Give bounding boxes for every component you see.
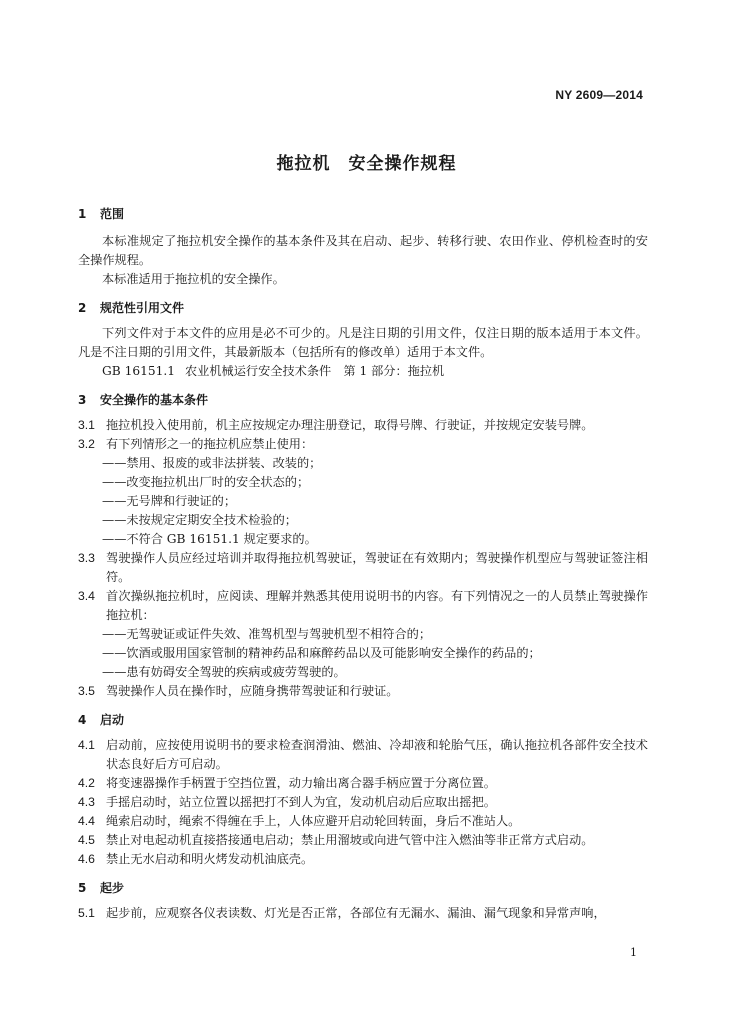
list-item: ——未按规定定期安全技术检验的； [102,513,297,527]
list-item: ——饮酒或服用国家管制的精神药品和麻醉药品以及可能影响安全操作的药品的； [102,646,541,660]
reference-title: 农业机械运行安全技术条件 第 1 部分：拖拉机 [184,364,445,378]
clause-number: 4.3 [78,795,95,809]
paragraph: 本标准适用于拖拉机的安全操作。 [102,272,285,286]
list-item: ——无号牌和行驶证的； [102,494,237,508]
section-title: 起步 [100,881,125,895]
section-number: 2 [78,301,87,315]
page-number: 1 [630,946,637,959]
clause [78,549,648,587]
clause-text: 拖拉机投入使用前，机主应按规定办理注册登记，取得号牌、行驶证，并按规定安装号牌。 [106,418,594,432]
section-title: 范围 [100,207,125,221]
clause-text: 绳索启动时，绳索不得缠在手上，人体应避开启动轮回转面，身后不准站人。 [106,814,521,828]
section-5-heading [78,879,648,898]
list-item: ——无驾驶证或证件失效、准驾机型与驾驶机型不相符合的； [102,627,432,641]
clause-number: 4.5 [78,833,95,847]
clause-number: 5.1 [78,906,95,920]
clause [78,904,648,923]
list-item: ——不符合 GB 16151.1 规定要求的。 [102,532,317,546]
clause-text: 首次操纵拖拉机时，应阅读、理解并熟悉其使用说明书的内容。有下列情况之一的人员禁止驾驶操作拖拉机： [106,589,648,622]
reference-code: GB 16151.1 [102,364,175,378]
clause [78,774,648,793]
clause-text: 驾驶操作人员应经过培训并取得拖拉机驾驶证，驾驶证在有效期内；驾驶操作机型应与驾驶证签注相符。 [106,551,648,584]
section-1-heading [78,205,648,224]
clause-number: 4.2 [78,776,95,790]
clause-text: 启动前，应按使用说明书的要求检查润滑油、燃油、冷却液和轮胎气压，确认拖拉机各部件安全技术状态良好后方可启动。 [106,738,648,771]
list-item: ——患有妨碍安全驾驶的疾病或疲劳驾驶的。 [102,665,346,679]
clause [78,435,648,454]
clause-text: 禁止对电起动机直接搭接通电启动；禁止用溜坡或向进气管中注入燃油等非正常方式启动。 [106,833,594,847]
clause [78,587,648,625]
clause-text: 有下列情形之一的拖拉机应禁止使用： [106,437,314,451]
clause-text: 手摇启动时，站立位置以摇把打不到人为宜，发动机启动后应取出摇把。 [106,795,496,809]
clause-number: 3.1 [78,418,95,432]
clause-text: 将变速器操作手柄置于空挡位置，动力输出离合器手柄应置于分离位置。 [106,776,496,790]
clause-text: 起步前，应观察各仪表读数、灯光是否正常，各部位有无漏水、漏油、漏气现象和异常声响， [106,906,606,920]
section-2-heading [78,299,648,318]
normative-reference [78,362,648,381]
document-body [78,205,648,923]
section-3-heading [78,391,648,410]
clause-number: 3.4 [78,589,95,603]
clause-number: 3.5 [78,684,95,698]
section-number: 1 [78,207,87,221]
clause [78,812,648,831]
clause [78,793,648,812]
paragraph: 本标准规定了拖拉机安全操作的基本条件及其在启动、起步、转移行驶、农田作业、停机检查时的安全操作规程。 [78,234,648,267]
section-title: 启动 [100,713,125,727]
clause [78,831,648,850]
clause [78,416,648,435]
clause-text: 驾驶操作人员在操作时，应随身携带驾驶证和行驶证。 [106,684,399,698]
clause-number: 4.6 [78,852,95,866]
clause [78,682,648,701]
section-number: 5 [78,881,87,895]
clause-number: 4.1 [78,738,95,752]
section-4-heading [78,711,648,730]
clause [78,736,648,774]
list-item: ——禁用、报废的或非法拼装、改装的； [102,456,322,470]
section-number: 3 [78,393,87,407]
clause-number: 3.2 [78,437,95,451]
paragraph: 下列文件对于本文件的应用是必不可少的。凡是注日期的引用文件，仅注日期的版本适用于本文件。凡是不注日期的引用文件，其最新版本（包括所有的修改单）适用于本文件。 [78,326,648,359]
clause-number: 4.4 [78,814,95,828]
clause-number: 3.3 [78,551,95,565]
section-title: 规范性引用文件 [100,301,185,315]
section-title: 安全操作的基本条件 [100,393,209,407]
section-number: 4 [78,713,87,727]
clause [78,850,648,869]
document-title: 拖拉机 安全操作规程 [276,154,457,174]
clause-text: 禁止无水启动和明火烤发动机油底壳。 [106,852,314,866]
standard-code: NY 2609—2014 [555,88,643,102]
list-item: ——改变拖拉机出厂时的安全状态的； [102,475,310,489]
